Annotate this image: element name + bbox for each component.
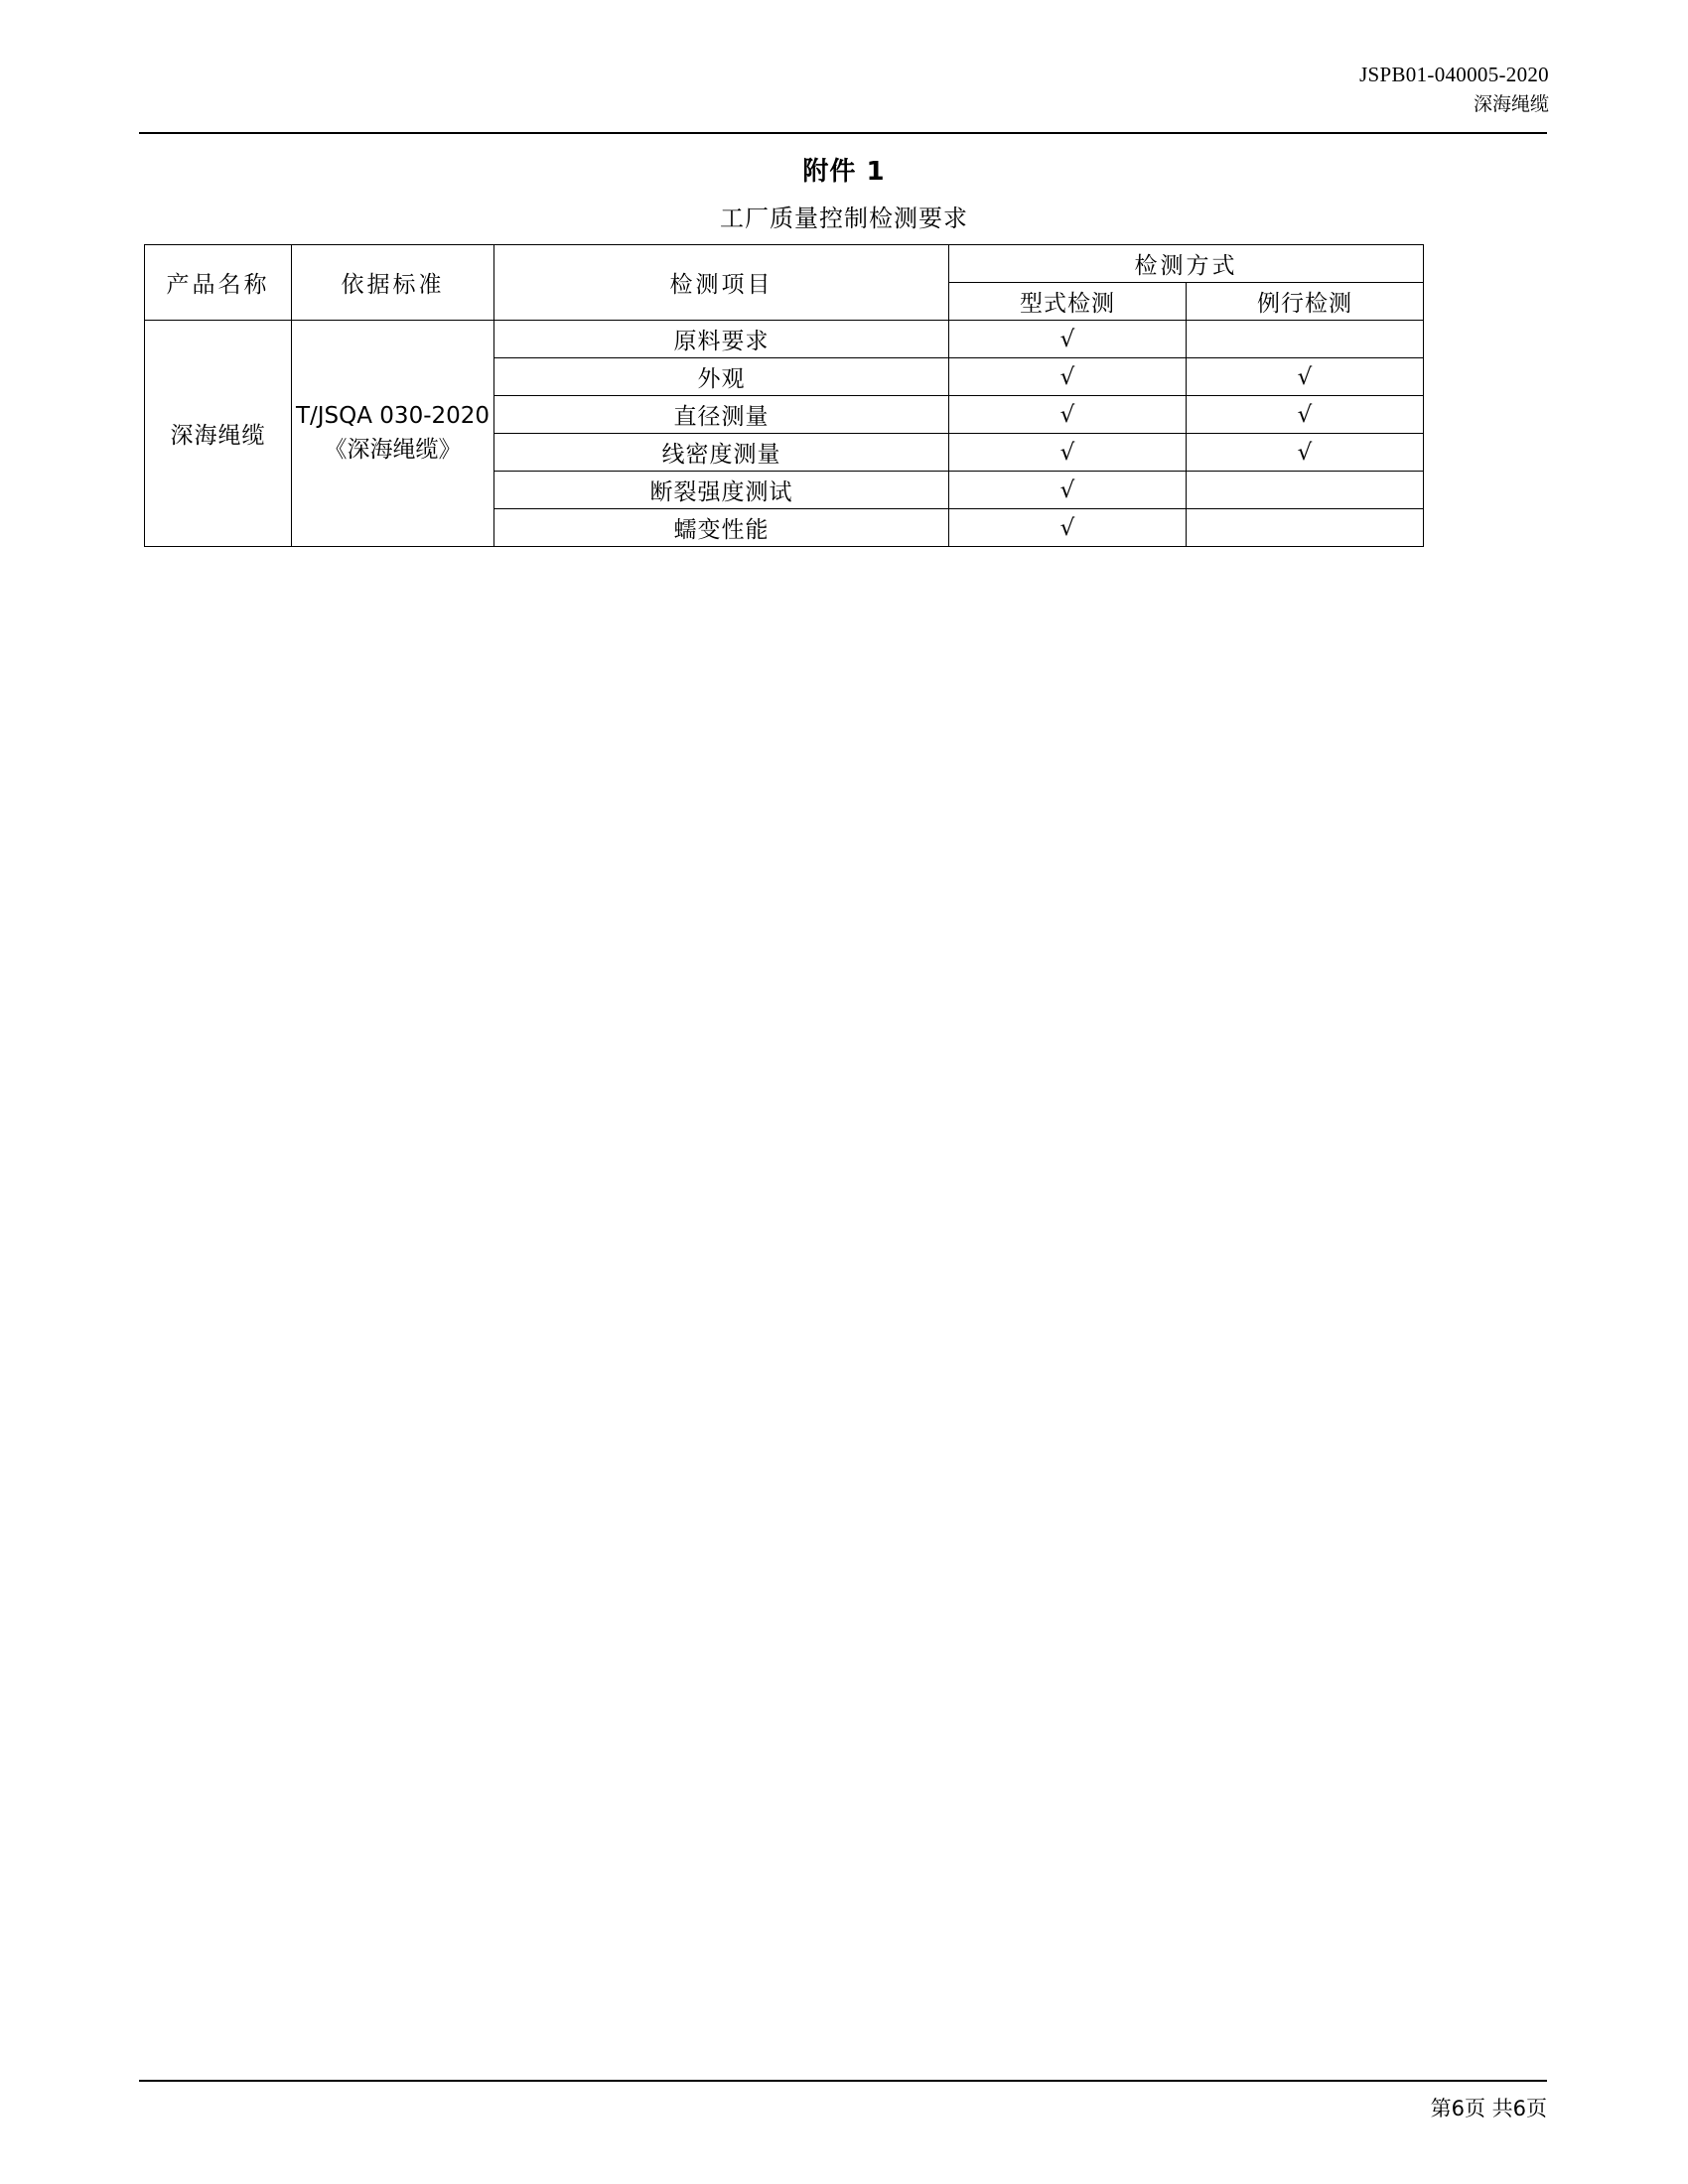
cell-routine-check — [1187, 321, 1424, 358]
page-header — [139, 62, 1549, 119]
cell-item-name: 直径测量 — [494, 396, 949, 434]
cell-type-check: √ — [949, 396, 1187, 434]
column-header-method-routine: 例行检测 — [1187, 283, 1424, 321]
cell-type-check: √ — [949, 472, 1187, 509]
footer-divider — [139, 2080, 1547, 2082]
cell-type-check: √ — [949, 434, 1187, 472]
table-row — [145, 321, 1424, 358]
cell-item-name: 断裂强度测试 — [494, 472, 949, 509]
cell-item-name: 线密度测量 — [494, 434, 949, 472]
cell-routine-check: √ — [1187, 358, 1424, 396]
cell-item-name: 外观 — [494, 358, 949, 396]
column-header-method-group: 检测方式 — [949, 245, 1424, 283]
header-divider — [139, 132, 1547, 134]
table-header-row — [145, 245, 1424, 283]
cell-routine-check — [1187, 472, 1424, 509]
cell-routine-check: √ — [1187, 434, 1424, 472]
cell-type-check: √ — [949, 321, 1187, 358]
cell-item-name: 蠕变性能 — [494, 509, 949, 547]
column-header-standard: 依据标准 — [292, 245, 494, 321]
page-number: 第6页 共6页 — [1430, 2097, 1547, 2120]
annex-title: 附件 1 — [802, 157, 886, 187]
cell-product-name: 深海绳缆 — [145, 321, 292, 547]
cell-type-check: √ — [949, 358, 1187, 396]
cell-routine-check — [1187, 509, 1424, 547]
quality-control-table-wrapper — [144, 244, 1423, 547]
column-header-item: 检测项目 — [494, 245, 949, 321]
page-title: 工厂质量控制检测要求 — [720, 205, 968, 232]
cell-routine-check: √ — [1187, 396, 1424, 434]
column-header-product: 产品名称 — [145, 245, 292, 321]
cell-standard-ref: T/JSQA 030-2020《深海绳缆》 — [292, 321, 494, 547]
quality-control-table — [144, 244, 1424, 547]
document-subject: 深海绳缆 — [1473, 93, 1549, 116]
column-header-method-type: 型式检测 — [949, 283, 1187, 321]
cell-item-name: 原料要求 — [494, 321, 949, 358]
cell-type-check: √ — [949, 509, 1187, 547]
document-code: JSPB01-040005-2020 — [1359, 63, 1549, 86]
